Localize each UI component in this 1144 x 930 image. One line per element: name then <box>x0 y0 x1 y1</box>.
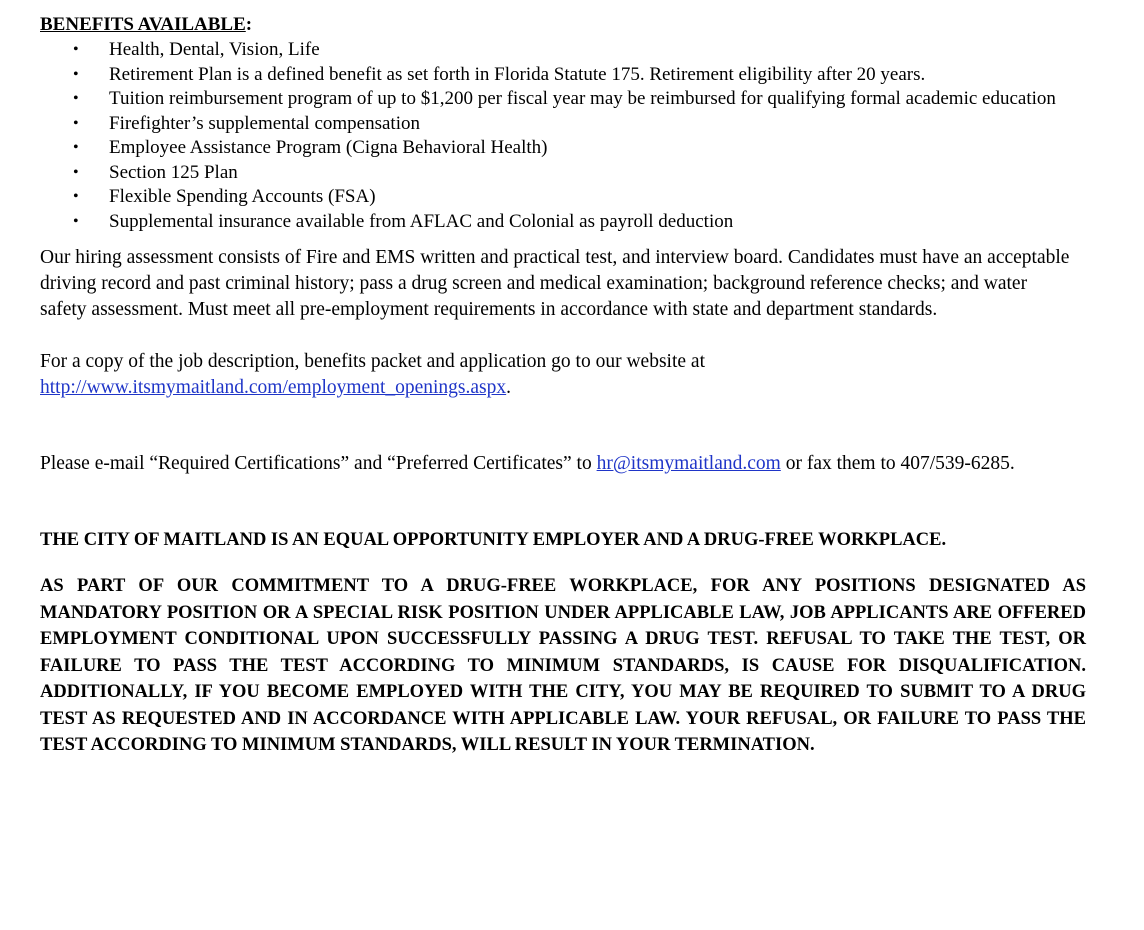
benefits-heading <box>40 12 1090 38</box>
benefit-item <box>40 185 1090 210</box>
equal-opportunity-statement: THE CITY OF MAITLAND IS AN EQUAL OPPORTUNITY EMPLOYER AND A DRUG-FREE WORKPLACE. <box>40 530 947 550</box>
email-instructions-text: Please e-mail “Required Certifications” and “Preferred Certificates” to <box>40 453 592 474</box>
bullet-icon: • <box>73 139 79 156</box>
bullet-icon: • <box>73 41 79 58</box>
bullet-icon: • <box>73 90 79 107</box>
bullet-icon: • <box>73 65 79 83</box>
benefit-text: Health, Dental, Vision, Life <box>109 39 320 60</box>
document-page <box>40 12 1090 759</box>
benefit-text: Flexible Spending Accounts (FSA) <box>109 186 376 207</box>
benefit-text: Tuition reimbursement program of up to $1,200 per fiscal year may be reimbursed for qualifying formal academic education <box>109 88 1056 109</box>
benefit-text: Supplemental insurance available from AFLAC and Colonial as payroll deduction <box>109 210 734 232</box>
job-description-text: For a copy of the job description, benefits packet and application go to our website at <box>40 351 705 372</box>
certifications-email-paragraph <box>40 451 1090 477</box>
employment-openings-link[interactable]: http://www.itsmymaitland.com/employment_openings.aspx <box>40 377 507 398</box>
benefit-item <box>40 87 1090 112</box>
hiring-assessment-paragraph: Our hiring assessment consists of Fire and EMS written and practical test, and interview board. Candidates must have an acceptable driving record and past criminal history; pass a drug screen and medical examination; background reference checks; and water safety assessment. Must meet all pre-employment requirements in accordance with state and department standards. <box>40 247 1070 320</box>
benefits-title: BENEFITS AVAILABLE <box>40 14 246 35</box>
bullet-icon: • <box>73 163 79 181</box>
link-period: . <box>506 377 512 398</box>
benefits-list <box>40 38 1090 234</box>
drug-free-policy-statement: AS PART OF OUR COMMITMENT TO A DRUG-FREE WORKPLACE, FOR ANY POSITIONS DESIGNATED AS MANDATORY POSITION OR A SPECIAL RISK POSITION UNDER APPLICABLE LAW, JOB APPLICANTS ARE OFFERED EMPLOYMENT CONDITIONAL UPON SUCCESSFULLY PASSING A DRUG TEST. REFUSAL TO TAKE THE TEST, OR FAILURE TO PASS THE TEST ACCORDING TO MINIMUM STANDARDS, IS CAUSE FOR DISQUALIFICATION. ADDITIONALLY, IF YOU BECOME EMPLOYED WITH THE CITY, YOU MAY BE REQUIRED TO SUBMIT TO A DRUG TEST AS REQUESTED AND IN ACCORDANCE WITH APPLICABLE LAW. YOUR REFUSAL, OR FAILURE TO PASS THE TEST ACCORDING TO MINIMUM STANDARDS, WILL RESULT IN YOUR TERMINATION. <box>40 576 1086 755</box>
benefit-item <box>40 210 1090 235</box>
benefit-text: Retirement Plan is a defined benefit as set forth in Florida Statute 175. Retirement eligibility after 20 years. <box>109 63 926 85</box>
fax-text: or fax them to 407/539-6285. <box>785 453 1015 474</box>
benefit-item <box>40 112 1090 137</box>
benefit-item <box>40 63 1090 88</box>
bullet-icon: • <box>73 114 79 132</box>
benefit-item <box>40 136 1090 161</box>
benefit-text: Employee Assistance Program (Cigna Behavioral Health) <box>109 137 548 158</box>
job-description-paragraph <box>40 349 1090 401</box>
hr-email-link[interactable]: hr@itsmymaitland.com <box>596 453 781 474</box>
benefit-item <box>40 161 1090 186</box>
benefit-text: Firefighter’s supplemental compensation <box>109 112 420 134</box>
benefits-title-colon: : <box>245 14 253 35</box>
benefit-text: Section 125 Plan <box>109 161 238 183</box>
benefit-item <box>40 38 1090 63</box>
bullet-icon: • <box>73 188 79 205</box>
bullet-icon: • <box>73 212 79 230</box>
